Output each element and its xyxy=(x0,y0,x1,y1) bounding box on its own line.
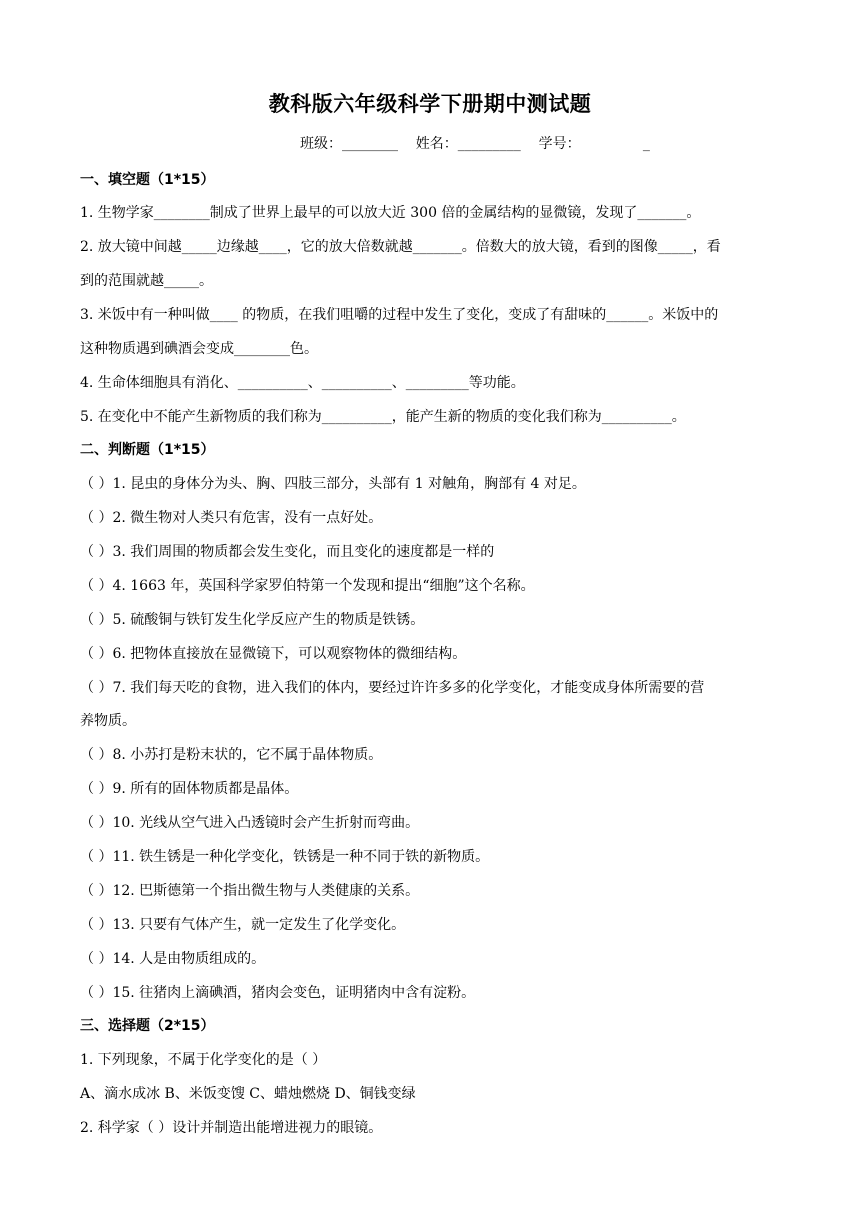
question-item: 这种物质遇到碘酒会变成________色。 xyxy=(80,341,318,357)
question-item: （ ）15. 往猪肉上滴碘酒，猪肉会变色，证明猪肉中含有淀粉。 xyxy=(80,985,476,1001)
question-item: （ ）1. 昆虫的身体分为头、胸、四肢三部分，头部有 1 对触角，胸部有 4 对足。 xyxy=(80,476,586,492)
question-item: （ ）10. 光线从空气进入凸透镜时会产生折射而弯曲。 xyxy=(80,815,420,831)
question-item: （ ）13. 只要有气体产生，就一定发生了化学变化。 xyxy=(80,917,406,933)
question-item: （ ）14. 人是由物质组成的。 xyxy=(80,951,266,967)
question-item: 2. 放大镜中间越_____边缘越____，它的放大倍数就越_______。倍数大的放大镜，看到的图像_____，看 xyxy=(80,239,721,255)
question-item: （ ）4. 1663 年，英国科学家罗伯特第一个发现和提出“细胞”这个名称。 xyxy=(80,578,535,594)
question-item: （ ）5. 硫酸铜与铁钉发生化学反应产生的物质是铁锈。 xyxy=(80,612,425,628)
question-item: （ ）2. 微生物对人类只有危害，没有一点好处。 xyxy=(80,510,383,526)
question-item: （ ）8. 小苏打是粉末状的，它不属于晶体物质。 xyxy=(80,747,383,763)
question-item: 1. 生物学家________制成了世界上最早的可以放大近 300 倍的金属结构的显微镜，发现了_______。 xyxy=(80,205,701,221)
question-item: 3. 米饭中有一种叫做____ 的物质，在我们咀嚼的过程中发生了变化，变成了有甜味的______。米饭中的 xyxy=(80,307,719,323)
page-title: 教科版六年级科学下册期中测试题 xyxy=(268,92,592,116)
question-item: （ ）11. 铁生锈是一种化学变化，铁锈是一种不同于铁的新物质。 xyxy=(80,849,490,865)
question-item: 到的范围就越_____。 xyxy=(80,273,213,289)
question-item: （ ）12. 巴斯德第一个指出微生物与人类健康的关系。 xyxy=(80,883,420,899)
question-item: （ ）9. 所有的固体物质都是晶体。 xyxy=(80,781,299,797)
section-heading-fill-blank: 一、填空题（1*15） xyxy=(80,172,215,188)
question-item: 1. 下列现象，不属于化学变化的是（ ） xyxy=(80,1052,327,1068)
section-heading-true-false: 二、判断题（1*15） xyxy=(80,442,215,458)
question-item: （ ）3. 我们周围的物质都会发生变化，而且变化的速度都是一样的 xyxy=(80,544,495,560)
question-item: 养物质。 xyxy=(80,713,136,729)
answer-options: A、滴水成冰 B、米饭变馊 C、蜡烛燃烧 D、铜钱变绿 xyxy=(80,1086,416,1102)
question-item: 5. 在变化中不能产生新物质的我们称为__________，能产生新的物质的变化我们称为__________。 xyxy=(80,409,686,425)
section-heading-multiple-choice: 三、选择题（2*15） xyxy=(80,1018,215,1034)
question-item: （ ）7. 我们每天吃的食物，进入我们的体内，要经过许许多多的化学变化，才能变成身体所需要的营 xyxy=(80,680,705,696)
question-item: 4. 生命体细胞具有消化、__________、__________、_________等功能。 xyxy=(80,375,525,391)
question-item: （ ）6. 把物体直接放在显微镜下，可以观察物体的微细结构。 xyxy=(80,646,467,662)
student-info-line: 班级：________ 姓名：_________ 学号： _ xyxy=(300,136,650,152)
question-item: 2. 科学家（ ）设计并制造出能增进视力的眼镜。 xyxy=(80,1120,383,1136)
